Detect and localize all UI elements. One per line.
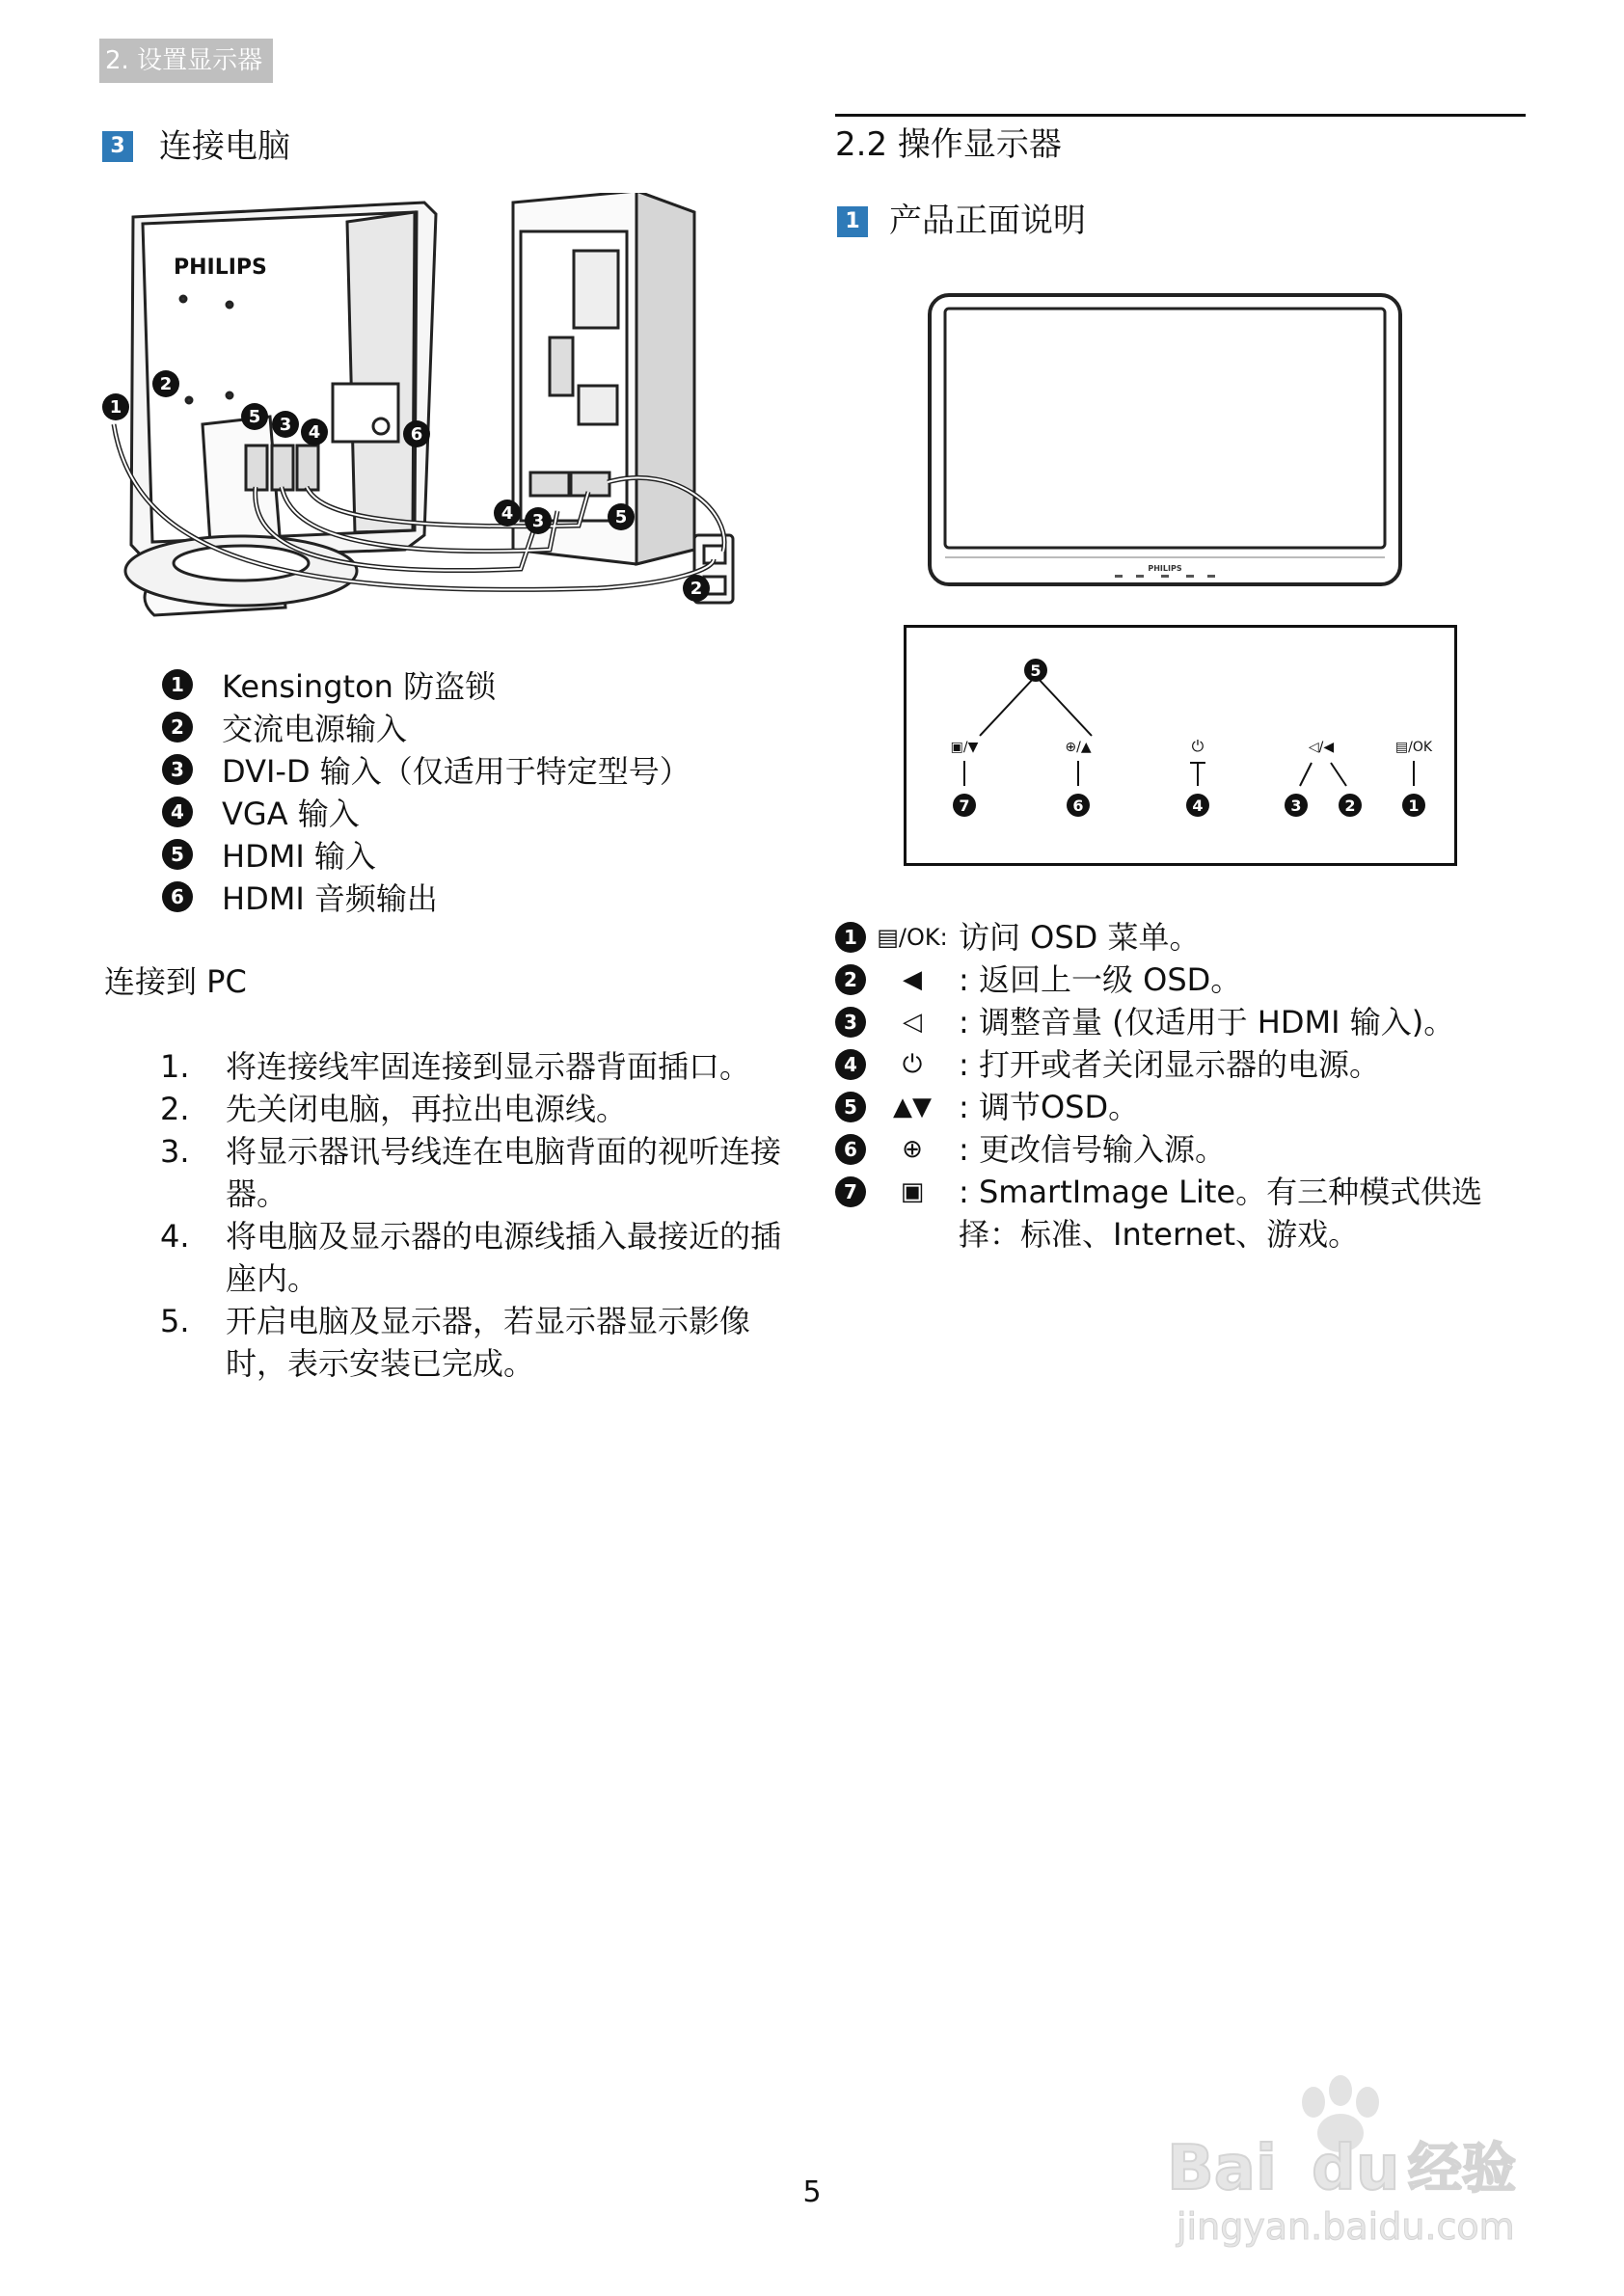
svg-text:5: 5 — [614, 507, 628, 527]
legend-number: 2 — [162, 712, 193, 743]
step-number: 3. — [160, 1133, 190, 1170]
section-number-badge: 3 — [102, 131, 133, 162]
svg-text:jingyan.baidu.com: jingyan.baidu.com — [1177, 2205, 1515, 2248]
diagram-callout-5 — [241, 403, 268, 430]
panel-label-power: ⏻ — [1191, 737, 1204, 755]
svg-text:3: 3 — [1290, 797, 1302, 815]
diagram-brand: PHILIPS — [174, 256, 267, 280]
legend-number: 3 — [162, 754, 193, 785]
control-text: 访问 OSD 菜单。 — [959, 919, 1201, 956]
diagram-callout-3 — [272, 411, 299, 438]
subsection-title: 产品正面说明 — [889, 202, 1086, 240]
step-text: 将显示器讯号线连在电脑背面的视听连接器。 — [226, 1133, 782, 1212]
panel-callout-6 — [1067, 794, 1090, 817]
panel-callout-1 — [1402, 794, 1425, 817]
control-number: 7 — [835, 1176, 866, 1207]
section-heading: 2.2 操作显示器 — [835, 125, 1062, 164]
step-number: 5. — [160, 1303, 190, 1339]
diagram-callout-2-outlet — [683, 575, 710, 602]
menu-ok-icon: ▤/OK: — [877, 924, 948, 951]
svg-text:2: 2 — [159, 374, 173, 394]
svg-text:6: 6 — [410, 424, 423, 445]
control-text: : 返回上一级 OSD。 — [959, 961, 1242, 998]
legend-text: DVI-D 输入（仅适用于特定型号） — [222, 753, 690, 790]
connection-diagram — [96, 193, 791, 617]
button-panel-diagram — [907, 628, 1454, 863]
panel-label-menu-ok: ▤/OK — [1394, 740, 1433, 755]
control-number: 4 — [835, 1049, 866, 1080]
monitor-back-illustration — [125, 203, 436, 615]
control-text: : 调整音量 (仅适用于 HDMI 输入)。 — [959, 1004, 1455, 1040]
smartimage-icon: ▣ — [900, 1177, 925, 1206]
baidu-watermark-logo — [1148, 2073, 1553, 2256]
diagram-callout-2 — [152, 370, 179, 397]
step-item — [160, 1215, 795, 1300]
step-text: 将电脑及显示器的电源线插入最接近的插座内。 — [226, 1218, 782, 1297]
legend-number: 4 — [162, 797, 193, 827]
diagram-callout-4 — [301, 419, 328, 446]
control-text: : 打开或者关闭显示器的电源。 — [959, 1046, 1380, 1083]
control-item — [835, 916, 1518, 959]
legend-text: Kensington 防盗锁 — [222, 668, 497, 705]
control-number: 3 — [835, 1007, 866, 1038]
legend-item — [162, 791, 690, 833]
svg-text:6: 6 — [1072, 797, 1084, 815]
panel-label-volume: ◁/◀ — [1308, 740, 1335, 755]
legend-number: 6 — [162, 881, 193, 912]
control-number: 5 — [835, 1092, 866, 1122]
legend-text: HDMI 输入 — [222, 838, 376, 875]
section-rule — [835, 114, 1526, 117]
volume-icon: ◁ — [903, 1008, 922, 1037]
svg-text:du: du — [1312, 2133, 1400, 2204]
panel-callout-2 — [1339, 794, 1362, 817]
step-number: 2. — [160, 1091, 190, 1127]
svg-text:1: 1 — [109, 397, 122, 418]
legend-item — [162, 706, 690, 748]
control-number: 1 — [835, 922, 866, 953]
svg-text:Bai: Bai — [1167, 2133, 1277, 2204]
section-tab: 2. 设置显示器 — [99, 39, 273, 83]
input-source-icon: ⊕ — [902, 1135, 923, 1164]
up-down-arrows-icon: ▲▼ — [893, 1093, 932, 1121]
panel-callout-7 — [953, 794, 976, 817]
legend-text: VGA 输入 — [222, 796, 360, 832]
legend-item — [162, 748, 690, 791]
connect-title: 连接到 PC — [104, 963, 247, 1000]
control-item — [835, 1001, 1518, 1043]
step-number: 4. — [160, 1218, 190, 1255]
step-number: 1. — [160, 1048, 190, 1085]
port-legend — [162, 663, 690, 918]
diagram-callout-6 — [403, 420, 430, 447]
controls-list — [835, 916, 1518, 1256]
back-icon: ◀ — [903, 965, 922, 994]
control-text: : SmartImage Lite。有三种模式供选择：标准、Internet、游戏。 — [959, 1174, 1483, 1253]
svg-text:经验: 经验 — [1408, 2138, 1516, 2201]
svg-text:4: 4 — [1192, 797, 1204, 815]
control-number: 2 — [835, 964, 866, 995]
legend-item — [162, 833, 690, 876]
step-text: 先关闭电脑，再拉出电源线。 — [226, 1091, 628, 1127]
panel-callout-4 — [1186, 794, 1209, 817]
panel-callout-5 — [1024, 659, 1047, 682]
step-item — [160, 1130, 795, 1215]
control-item — [835, 1171, 1518, 1256]
power-icon: ⏻ — [902, 1050, 923, 1079]
control-item — [835, 959, 1518, 1001]
svg-text:3: 3 — [279, 415, 292, 435]
step-text: 开启电脑及显示器，若显示器显示影像时，表示安装已完成。 — [226, 1303, 751, 1382]
step-item — [160, 1045, 795, 1088]
diagram-callout-1 — [102, 393, 129, 420]
svg-text:1: 1 — [1408, 797, 1420, 815]
panel-label-input: ⊕/▲ — [1065, 740, 1092, 755]
control-number: 6 — [835, 1134, 866, 1165]
diagram-callout-5-pc — [608, 503, 635, 530]
legend-text: 交流电源输入 — [222, 711, 408, 747]
control-item — [835, 1043, 1518, 1086]
button-panel — [904, 625, 1457, 866]
step-item — [160, 1088, 795, 1130]
diagram-callout-3-pc — [525, 507, 552, 534]
control-text: : 调节OSD。 — [959, 1089, 1140, 1125]
monitor-front-illustration — [926, 291, 1406, 592]
panel-label-smartimage: ▣/▼ — [950, 740, 979, 755]
legend-number: 5 — [162, 839, 193, 870]
legend-number: 1 — [162, 669, 193, 700]
svg-text:4: 4 — [501, 503, 514, 524]
panel-callout-3 — [1285, 794, 1308, 817]
legend-text: HDMI 音频输出 — [222, 880, 438, 917]
svg-text:4: 4 — [308, 422, 321, 443]
setup-steps — [160, 1045, 795, 1385]
svg-text:2: 2 — [1344, 797, 1356, 815]
monitor-brand: PHILIPS — [1148, 564, 1182, 573]
control-item — [835, 1086, 1518, 1128]
svg-text:3: 3 — [531, 511, 545, 531]
diagram-callout-4-pc — [494, 500, 521, 527]
svg-text:7: 7 — [959, 797, 970, 815]
control-item — [835, 1128, 1518, 1171]
legend-item — [162, 663, 690, 706]
subsection-number-badge: 1 — [837, 206, 868, 237]
legend-item — [162, 876, 690, 918]
svg-text:2: 2 — [690, 579, 703, 599]
page-number: 5 — [802, 2175, 822, 2209]
control-text: : 更改信号输入源。 — [959, 1131, 1226, 1168]
section-title: 连接电脑 — [159, 127, 290, 166]
step-item — [160, 1300, 795, 1385]
step-text: 将连接线牢固连接到显示器背面插口。 — [226, 1048, 751, 1085]
svg-text:5: 5 — [1030, 662, 1042, 680]
svg-text:5: 5 — [248, 407, 261, 427]
